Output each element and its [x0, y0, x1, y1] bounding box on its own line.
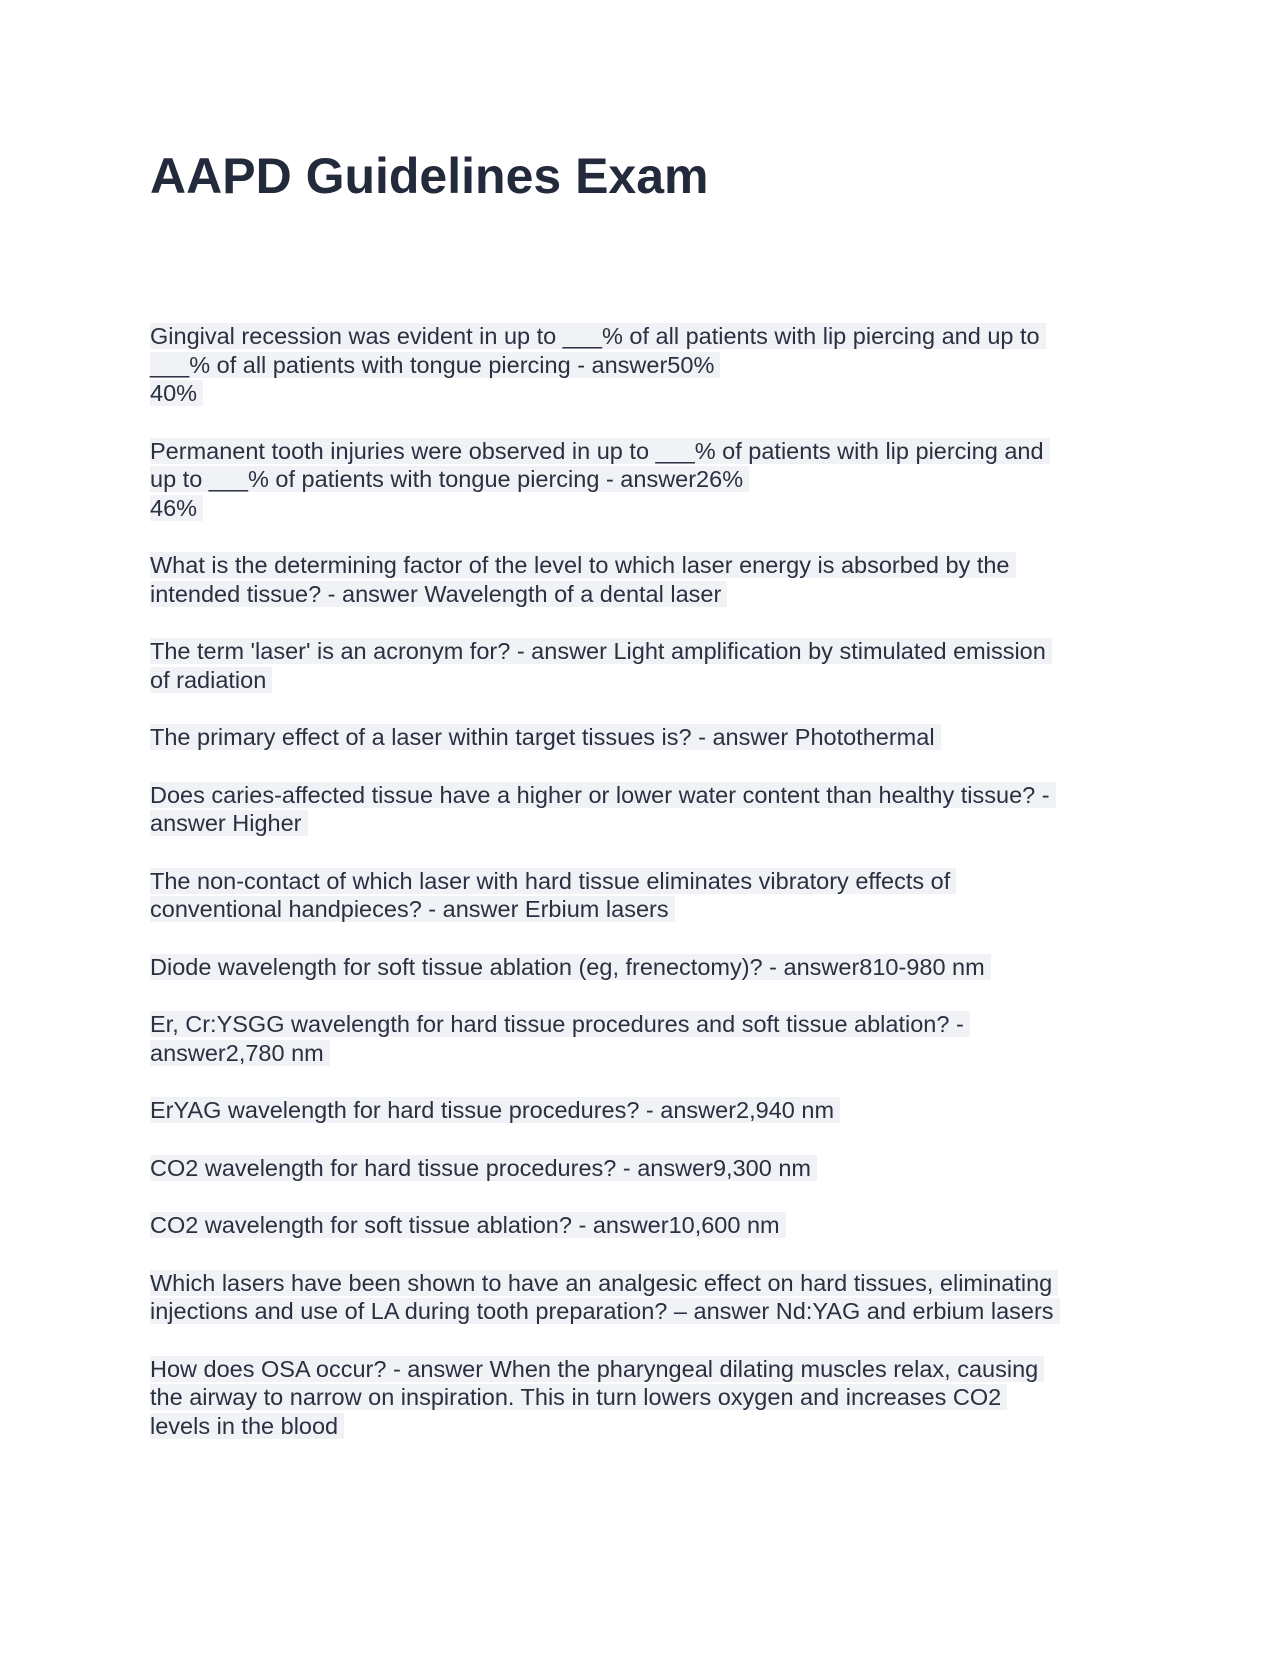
qa-line: [150, 637, 1140, 666]
qa-line: [150, 781, 1140, 810]
qa-line: [150, 1412, 1140, 1441]
qa-line: [150, 494, 1140, 523]
document-title: AAPD Guidelines Exam: [150, 148, 709, 204]
qa-line-text: answer Higher: [150, 810, 308, 836]
qa-item: [150, 1154, 1140, 1183]
qa-line-text: Permanent tooth injuries were observed in up to ___% of patients with lip piercing and: [150, 438, 1050, 464]
qa-line-text: Does caries-affected tissue have a higher or lower water content than healthy tissue? -: [150, 782, 1056, 808]
qa-line-text: Diode wavelength for soft tissue ablation (eg, frenectomy)? - answer810-980 nm: [150, 954, 991, 980]
qa-line-text: How does OSA occur? - answer When the pharyngeal dilating muscles relax, causing: [150, 1356, 1044, 1382]
qa-line-text: ___% of all patients with tongue piercing - answer50%: [150, 352, 720, 378]
qa-line: [150, 465, 1140, 494]
qa-item: [150, 1211, 1140, 1240]
qa-line-text: levels in the blood: [150, 1413, 344, 1439]
qa-line: [150, 723, 1140, 752]
qa-line-text: of radiation: [150, 667, 272, 693]
qa-line-text: injections and use of LA during tooth preparation? – answer Nd:YAG and erbium lasers: [150, 1298, 1060, 1324]
qa-line: [150, 437, 1140, 466]
qa-line-text: The primary effect of a laser within target tissues is? - answer Photothermal: [150, 724, 941, 750]
qa-line: [150, 351, 1140, 380]
qa-line: [150, 1096, 1140, 1125]
qa-item: [150, 781, 1140, 838]
qa-line: [150, 1211, 1140, 1240]
qa-item: [150, 637, 1140, 694]
qa-line: [150, 895, 1140, 924]
qa-line: [150, 1269, 1140, 1298]
qa-item: [150, 551, 1140, 608]
qa-line-text: ErYAG wavelength for hard tissue procedures? - answer2,940 nm: [150, 1097, 840, 1123]
qa-item: [150, 1096, 1140, 1125]
qa-line-text: Gingival recession was evident in up to ___% of all patients with lip piercing and up to: [150, 323, 1046, 349]
qa-line-text: 40%: [150, 380, 203, 406]
qa-item: [150, 1269, 1140, 1326]
qa-line: [150, 1154, 1140, 1183]
qa-line-text: 46%: [150, 495, 203, 521]
qa-line-text: CO2 wavelength for hard tissue procedures? - answer9,300 nm: [150, 1155, 817, 1181]
qa-line: [150, 1383, 1140, 1412]
qa-item: [150, 322, 1140, 408]
qa-list: [150, 322, 1140, 1469]
qa-line: [150, 379, 1140, 408]
qa-item: [150, 953, 1140, 982]
qa-line: [150, 809, 1140, 838]
qa-line-text: up to ___% of patients with tongue piercing - answer26%: [150, 466, 749, 492]
qa-line-text: conventional handpieces? - answer Erbium lasers: [150, 896, 675, 922]
qa-line: [150, 1355, 1140, 1384]
qa-item: [150, 437, 1140, 523]
qa-line: [150, 580, 1140, 609]
qa-line: [150, 867, 1140, 896]
qa-item: [150, 723, 1140, 752]
qa-line-text: the airway to narrow on inspiration. This in turn lowers oxygen and increases CO2: [150, 1384, 1007, 1410]
qa-item: [150, 867, 1140, 924]
qa-line: [150, 953, 1140, 982]
qa-line: [150, 551, 1140, 580]
qa-line-text: Which lasers have been shown to have an analgesic effect on hard tissues, eliminating: [150, 1270, 1058, 1296]
qa-line: [150, 666, 1140, 695]
qa-line-text: What is the determining factor of the level to which laser energy is absorbed by the: [150, 552, 1016, 578]
qa-line-text: CO2 wavelength for soft tissue ablation? - answer10,600 nm: [150, 1212, 786, 1238]
qa-line-text: The term 'laser' is an acronym for? - answer Light amplification by stimulated emission: [150, 638, 1052, 664]
qa-line-text: Er, Cr:YSGG wavelength for hard tissue procedures and soft tissue ablation? -: [150, 1011, 970, 1037]
qa-line-text: answer2,780 nm: [150, 1040, 330, 1066]
qa-item: [150, 1355, 1140, 1441]
qa-line: [150, 1297, 1140, 1326]
qa-item: [150, 1010, 1140, 1067]
qa-line: [150, 1010, 1140, 1039]
qa-line: [150, 322, 1140, 351]
qa-line: [150, 1039, 1140, 1068]
qa-line-text: intended tissue? - answer Wavelength of a dental laser: [150, 581, 727, 607]
qa-line-text: The non-contact of which laser with hard tissue eliminates vibratory effects of: [150, 868, 956, 894]
